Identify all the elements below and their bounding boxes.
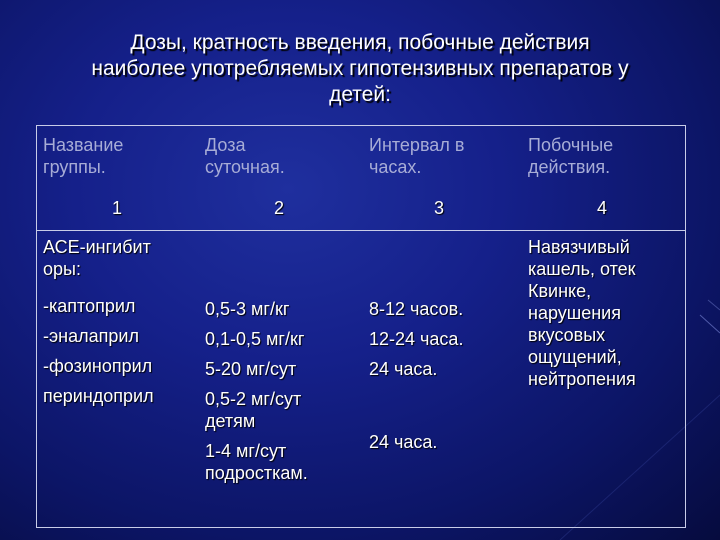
side-effect-line: Навязчивый <box>528 237 630 257</box>
header-daily-dose <box>205 134 285 178</box>
dose-value: детям <box>205 411 256 431</box>
header-group-name-line-2: группы. <box>43 157 106 177</box>
header-side-effects <box>528 134 613 178</box>
side-effect-line: нейтропения <box>528 369 636 389</box>
dose-value: 0,5-3 мг/кг <box>205 299 290 319</box>
header-interval-line-2: часах. <box>369 157 422 177</box>
side-effect-line: Квинке, <box>528 281 592 301</box>
slide-title <box>40 30 680 108</box>
side-effect-line: вкусовых <box>528 325 606 345</box>
dose-value: 0,5-2 мг/сут <box>205 389 302 409</box>
drug-name: -эналаприл <box>43 326 139 346</box>
side-effect-line: нарушения <box>528 303 621 323</box>
drug-name: -каптоприл <box>43 296 136 316</box>
title-line-2: наиболее употребляемых гипотензивных препаратов у <box>91 57 629 80</box>
header-side-effects-line-1: Побочные <box>528 135 614 155</box>
header-group-name-line-1: Название <box>43 135 124 155</box>
interval-value: 12-24 часа. <box>369 329 464 349</box>
column-number-2: 2 <box>273 198 284 218</box>
interval-value: 24 часа. <box>369 432 438 452</box>
column-number-4: 4 <box>596 198 607 218</box>
title-line-1: Дозы, кратность введения, побочные действия <box>130 31 590 54</box>
drug-name: периндоприл <box>43 386 154 406</box>
dose-table <box>36 125 686 528</box>
interval-value: 24 часа. <box>369 359 438 379</box>
header-daily-dose-line-2: суточная. <box>205 157 285 177</box>
dose-value: 1-4 мг/сут <box>205 441 287 461</box>
header-divider <box>37 230 685 231</box>
interval-list <box>369 298 463 380</box>
group-name-line-1: АСЕ-ингибит <box>43 237 151 257</box>
column-number-1: 1 <box>111 198 122 218</box>
side-effects-list <box>528 236 636 390</box>
group-name-line-2: оры: <box>43 259 81 279</box>
dose-list <box>205 298 308 484</box>
dose-value: подросткам. <box>205 463 308 483</box>
side-effect-line: ощущений, <box>528 347 622 367</box>
header-daily-dose-line-1: Доза <box>205 135 246 155</box>
drug-name: -фозиноприл <box>43 356 153 376</box>
dose-value: 0,1-0,5 мг/кг <box>205 329 305 349</box>
header-interval <box>369 134 464 178</box>
dose-value: 5-20 мг/сут <box>205 359 297 379</box>
header-interval-line-1: Интервал в <box>369 135 465 155</box>
header-group-name <box>43 134 123 178</box>
side-effect-line: кашель, отек <box>528 259 636 279</box>
column-number-3: 3 <box>433 198 444 218</box>
title-line-3: детей: <box>329 83 391 106</box>
interval-value: 8-12 часов. <box>369 299 464 319</box>
group-name <box>43 236 151 280</box>
header-side-effects-line-2: действия. <box>528 157 611 177</box>
drug-list <box>43 291 154 411</box>
